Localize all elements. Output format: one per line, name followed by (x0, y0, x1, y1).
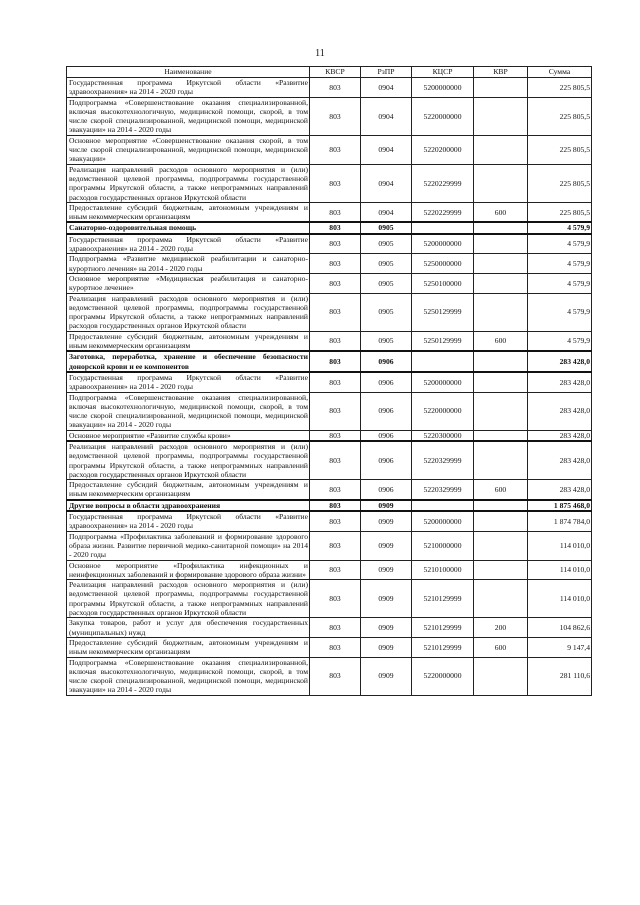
cell-sum: 9 147,4 (528, 637, 592, 657)
col-header-kvsr: КВСР (310, 67, 361, 78)
budget-table (66, 66, 592, 696)
table-row (67, 511, 592, 531)
cell-name: Подпрограмма «Развитие медицинской реабилитации и санаторно-курортного лечения» на 2014 - 2020 годы (67, 254, 310, 274)
table-row (67, 254, 592, 274)
cell-rzpr: 0906 (361, 372, 412, 392)
cell-name: Основное мероприятие «Развитие службы крови» (67, 430, 310, 441)
cell-sum: 4 579,9 (528, 273, 592, 293)
cell-sum: 283 428,0 (528, 372, 592, 392)
cell-name: Реализация направлений расходов основного мероприятия и (или) ведомственной целевой программы, подпрограммы государственной программы Иркутской области, а также непрограммных направлений расходов государственных органов Иркутской области (67, 164, 310, 202)
cell-rzpr: 0905 (361, 331, 412, 351)
cell-kvr (474, 135, 528, 164)
cell-kvsr: 803 (310, 657, 361, 695)
cell-kcsr: 5210129999 (412, 580, 474, 618)
cell-rzpr: 0909 (361, 500, 412, 511)
table-row (67, 500, 592, 511)
cell-name: Заготовка, переработка, хранение и обеспечение безопасности донорской крови и ее компонентов (67, 351, 310, 372)
cell-kcsr: 5250129999 (412, 293, 474, 331)
cell-kvsr: 803 (310, 392, 361, 430)
cell-kvr (474, 392, 528, 430)
header-row (67, 67, 592, 78)
cell-kvr (474, 351, 528, 372)
cell-kvsr: 803 (310, 273, 361, 293)
cell-sum: 4 579,9 (528, 331, 592, 351)
cell-rzpr: 0905 (361, 234, 412, 254)
table-row (67, 331, 592, 351)
cell-sum: 4 579,9 (528, 293, 592, 331)
cell-kvsr: 803 (310, 441, 361, 480)
table-row (67, 164, 592, 202)
cell-kvsr: 803 (310, 500, 361, 511)
cell-name: Реализация направлений расходов основного мероприятия и (или) ведомственной целевой программы, подпрограммы государственной программы Иркутской области, а также непрограммных направлений расходов государственных органов Иркутской области (67, 580, 310, 618)
cell-kvr (474, 273, 528, 293)
cell-kvsr: 803 (310, 480, 361, 500)
table-row (67, 222, 592, 233)
cell-rzpr: 0906 (361, 441, 412, 480)
table-row (67, 97, 592, 135)
cell-name: Основное мероприятие «Медицинская реабилитация и санаторно-курортное лечение» (67, 273, 310, 293)
cell-kvr (474, 234, 528, 254)
cell-kvsr: 803 (310, 618, 361, 638)
cell-sum: 4 579,9 (528, 222, 592, 233)
col-header-name: Наименование (67, 67, 310, 78)
cell-rzpr: 0904 (361, 97, 412, 135)
cell-sum: 225 805,5 (528, 97, 592, 135)
cell-kcsr: 5200000000 (412, 234, 474, 254)
table-row (67, 234, 592, 254)
cell-name: Подпрограмма «Совершенствование оказания специализированной, включая высокотехнологичную, медицинской помощи, скорой, в том числе скорой специализированной, медицинской помощи, медицинской эвакуации» на 2014 - 2020 годы (67, 97, 310, 135)
table-row (67, 392, 592, 430)
cell-name: Закупка товаров, работ и услуг для обеспечения государственных (муниципальных) нужд (67, 618, 310, 638)
cell-name: Реализация направлений расходов основного мероприятия и (или) ведомственной целевой программы, подпрограммы государственной программы Иркутской области, а также непрограммных направлений расходов государственных органов Иркутской области (67, 441, 310, 480)
cell-kvr (474, 441, 528, 480)
cell-kcsr: 5220200000 (412, 135, 474, 164)
cell-kvsr: 803 (310, 372, 361, 392)
cell-kvr (474, 372, 528, 392)
table-row (67, 441, 592, 480)
cell-sum: 114 010,0 (528, 580, 592, 618)
cell-kvsr: 803 (310, 531, 361, 560)
cell-kcsr (412, 351, 474, 372)
cell-kcsr: 5220329999 (412, 480, 474, 500)
cell-name: Основное мероприятие «Совершенствование оказания скорой, в том числе скорой специализированной, медицинской помощи, медицинской эвакуации» (67, 135, 310, 164)
cell-name: Другие вопросы в области здравоохранения (67, 500, 310, 511)
cell-name: Государственная программа Иркутской области «Развитие здравоохранения» на 2014 - 2020 годы (67, 372, 310, 392)
cell-rzpr: 0909 (361, 618, 412, 638)
cell-rzpr: 0905 (361, 293, 412, 331)
cell-sum: 225 805,5 (528, 202, 592, 222)
table-row (67, 560, 592, 580)
cell-kcsr: 5210129999 (412, 618, 474, 638)
col-header-rzpr: РзПР (361, 67, 412, 78)
cell-kvr (474, 511, 528, 531)
cell-kcsr: 5220000000 (412, 392, 474, 430)
table-row (67, 351, 592, 372)
cell-rzpr: 0909 (361, 637, 412, 657)
cell-rzpr: 0904 (361, 202, 412, 222)
cell-name: Подпрограмма «Совершенствование оказания специализированной, включая высокотехнологичную, медицинской помощи, скорой, в том числе скорой специализированной, медицинской помощи, медицинской эвакуации» на 2014 - 2020 годы (67, 657, 310, 695)
table-row (67, 273, 592, 293)
cell-kcsr: 5220329999 (412, 441, 474, 480)
col-header-sum: Сумма (528, 67, 592, 78)
cell-sum: 114 010,0 (528, 560, 592, 580)
cell-sum: 1 874 784,0 (528, 511, 592, 531)
cell-rzpr: 0909 (361, 531, 412, 560)
cell-name: Государственная программа Иркутской области «Развитие здравоохранения» на 2014 - 2020 годы (67, 234, 310, 254)
cell-kcsr (412, 500, 474, 511)
cell-kvsr: 803 (310, 637, 361, 657)
cell-kvr (474, 78, 528, 98)
cell-kvr (474, 500, 528, 511)
cell-kvsr: 803 (310, 135, 361, 164)
cell-sum: 281 110,6 (528, 657, 592, 695)
cell-kcsr (412, 222, 474, 233)
cell-kvsr: 803 (310, 331, 361, 351)
cell-name: Подпрограмма «Профилактика заболеваний и формирование здорового образа жизни. Развитие первичной медико-санитарной помощи» на 2014 - 2020 годы (67, 531, 310, 560)
cell-kvsr: 803 (310, 97, 361, 135)
cell-rzpr: 0909 (361, 580, 412, 618)
cell-sum: 4 579,9 (528, 254, 592, 274)
cell-name: Реализация направлений расходов основного мероприятия и (или) ведомственной целевой программы, подпрограммы государственной программы Иркутской области, а также непрограммных направлений расходов государственных органов Иркутской области (67, 293, 310, 331)
cell-kvr (474, 580, 528, 618)
cell-kvsr: 803 (310, 293, 361, 331)
table-row (67, 293, 592, 331)
cell-sum: 225 805,5 (528, 135, 592, 164)
cell-kvr: 600 (474, 331, 528, 351)
cell-rzpr: 0909 (361, 657, 412, 695)
cell-kcsr: 5210000000 (412, 531, 474, 560)
cell-kvr (474, 560, 528, 580)
cell-sum: 4 579,9 (528, 234, 592, 254)
table-header (67, 67, 592, 78)
cell-kcsr: 5200000000 (412, 78, 474, 98)
cell-sum: 283 428,0 (528, 441, 592, 480)
cell-kcsr: 5220229999 (412, 164, 474, 202)
cell-name: Государственная программа Иркутской области «Развитие здравоохранения» на 2014 - 2020 годы (67, 511, 310, 531)
cell-kvr: 200 (474, 618, 528, 638)
cell-rzpr: 0909 (361, 511, 412, 531)
cell-kcsr: 5220000000 (412, 97, 474, 135)
cell-kvr (474, 293, 528, 331)
cell-kcsr: 5250100000 (412, 273, 474, 293)
cell-kvr (474, 531, 528, 560)
cell-kcsr: 5250129999 (412, 331, 474, 351)
cell-kvsr: 803 (310, 351, 361, 372)
cell-kvsr: 803 (310, 164, 361, 202)
cell-name: Предоставление субсидий бюджетным, автономным учреждениям и иным некоммерческим организациям (67, 202, 310, 222)
cell-kcsr: 5210100000 (412, 560, 474, 580)
page-number: 11 (315, 48, 325, 59)
cell-kcsr: 5200000000 (412, 511, 474, 531)
cell-rzpr: 0904 (361, 164, 412, 202)
cell-kcsr: 5250000000 (412, 254, 474, 274)
table-row (67, 580, 592, 618)
cell-kvr (474, 430, 528, 441)
cell-kcsr: 5220300000 (412, 430, 474, 441)
cell-name: Санаторно-оздоровительная помощь (67, 222, 310, 233)
table-row (67, 430, 592, 441)
table-row (67, 531, 592, 560)
cell-kvsr: 803 (310, 78, 361, 98)
table-row (67, 135, 592, 164)
cell-kvsr: 803 (310, 511, 361, 531)
cell-name: Государственная программа Иркутской области «Развитие здравоохранения» на 2014 - 2020 годы (67, 78, 310, 98)
cell-kvsr: 803 (310, 430, 361, 441)
table-row (67, 657, 592, 695)
cell-rzpr: 0906 (361, 351, 412, 372)
cell-rzpr: 0909 (361, 560, 412, 580)
cell-sum: 283 428,0 (528, 430, 592, 441)
cell-kvsr: 803 (310, 222, 361, 233)
cell-rzpr: 0906 (361, 392, 412, 430)
cell-kvr: 600 (474, 480, 528, 500)
cell-kcsr: 5220229999 (412, 202, 474, 222)
cell-kcsr: 5200000000 (412, 372, 474, 392)
cell-rzpr: 0906 (361, 430, 412, 441)
cell-kvr: 600 (474, 637, 528, 657)
cell-sum: 225 805,5 (528, 164, 592, 202)
cell-name: Предоставление субсидий бюджетным, автономным учреждениям и иным некоммерческим организациям (67, 331, 310, 351)
cell-kvsr: 803 (310, 560, 361, 580)
cell-sum: 114 010,0 (528, 531, 592, 560)
cell-name: Предоставление субсидий бюджетным, автономным учреждениям и иным некоммерческим организациям (67, 480, 310, 500)
table-row (67, 202, 592, 222)
cell-kvr (474, 164, 528, 202)
cell-sum: 225 805,5 (528, 78, 592, 98)
cell-kvr: 600 (474, 202, 528, 222)
cell-rzpr: 0904 (361, 78, 412, 98)
cell-rzpr: 0906 (361, 480, 412, 500)
cell-kvsr: 803 (310, 234, 361, 254)
table-row (67, 372, 592, 392)
cell-sum: 1 875 468,0 (528, 500, 592, 511)
table-row (67, 637, 592, 657)
table-row (67, 480, 592, 500)
cell-kvr (474, 657, 528, 695)
cell-rzpr: 0905 (361, 273, 412, 293)
cell-rzpr: 0905 (361, 222, 412, 233)
cell-sum: 283 428,0 (528, 392, 592, 430)
cell-kvr (474, 222, 528, 233)
col-header-kcsr: КЦСР (412, 67, 474, 78)
cell-sum: 283 428,0 (528, 480, 592, 500)
cell-kcsr: 5210129999 (412, 637, 474, 657)
col-header-kvr: КВР (474, 67, 528, 78)
cell-kvsr: 803 (310, 202, 361, 222)
cell-kvsr: 803 (310, 254, 361, 274)
cell-name: Подпрограмма «Совершенствование оказания специализированной, включая высокотехнологичную, медицинской помощи, скорой, в том числе скорой специализированной, медицинской помощи, медицинской эвакуации» на 2014 - 2020 годы (67, 392, 310, 430)
budget-table-container (66, 66, 591, 696)
cell-sum: 283 428,0 (528, 351, 592, 372)
cell-rzpr: 0905 (361, 254, 412, 274)
cell-kvr (474, 254, 528, 274)
cell-sum: 104 862,6 (528, 618, 592, 638)
table-row (67, 618, 592, 638)
cell-name: Предоставление субсидий бюджетным, автономным учреждениям и иным некоммерческим организациям (67, 637, 310, 657)
cell-rzpr: 0904 (361, 135, 412, 164)
cell-kvsr: 803 (310, 580, 361, 618)
cell-name: Основное мероприятие «Профилактика инфекционных и неинфекционных заболеваний и формирование здорового образа жизни» (67, 560, 310, 580)
table-body (67, 78, 592, 696)
table-row (67, 78, 592, 98)
cell-kcsr: 5220000000 (412, 657, 474, 695)
cell-kvr (474, 97, 528, 135)
